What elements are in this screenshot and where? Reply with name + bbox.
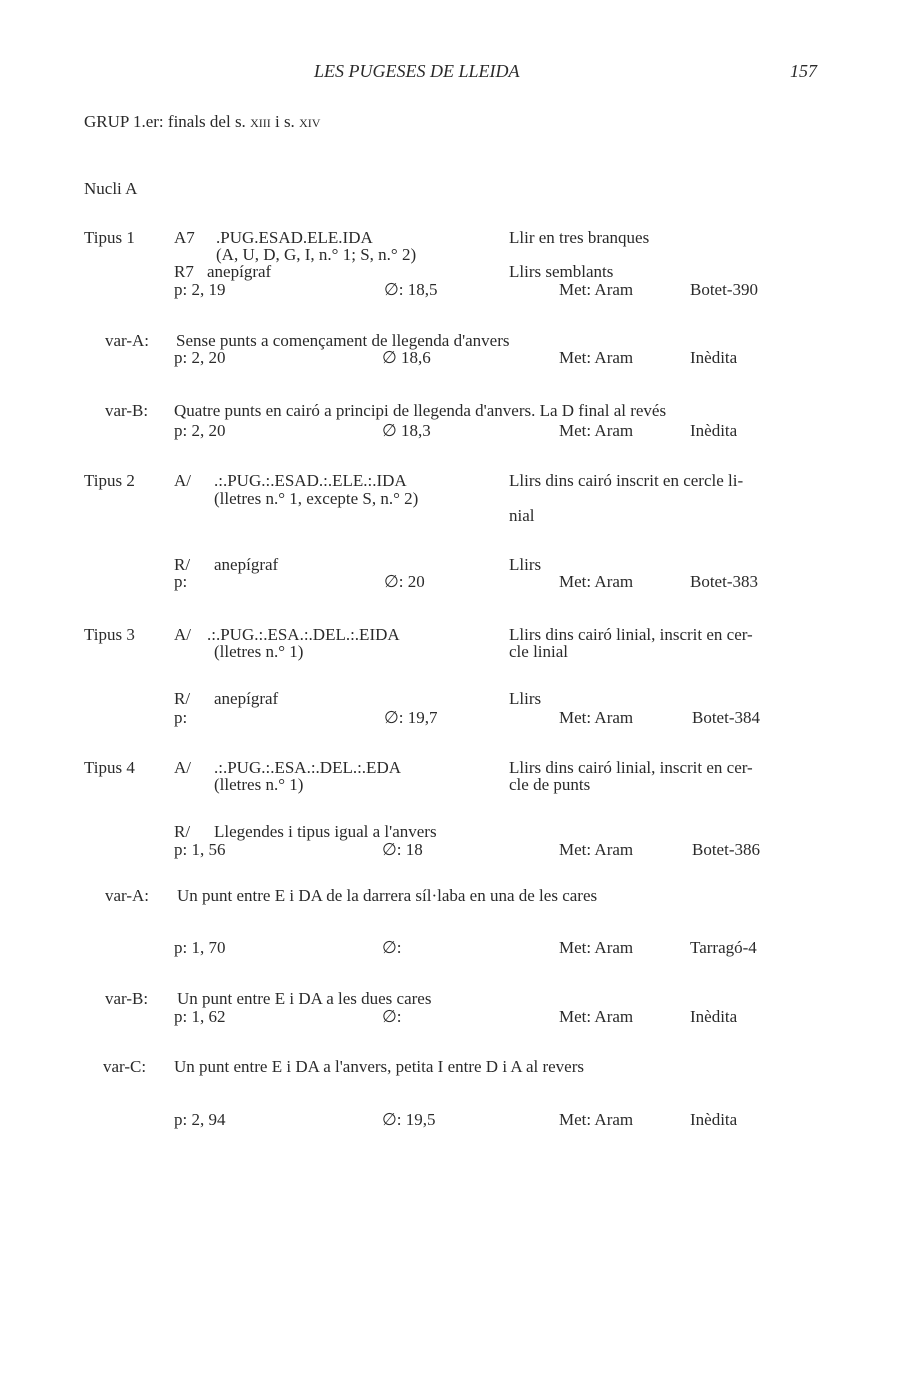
tipus4-obv-letters: (lletres n.° 1) (214, 775, 304, 794)
tipus1-varB-text: Quatre punts en cairó a principi de llegenda d'anvers. La D final al revés (174, 401, 667, 420)
tipus4-varB-met: Met: Aram (559, 1007, 634, 1026)
tipus3-rev-legend: anepígraf (214, 689, 279, 708)
tipus4-varB-ref: Inèdita (690, 1007, 738, 1026)
tipus2-obv-side: A/ (174, 471, 191, 490)
tipus3-obv-letters: (lletres n.° 1) (214, 642, 304, 661)
tipus4-diam: ∅: 18 (382, 840, 423, 859)
running-title: LES PUGESES DE LLEIDA (314, 61, 520, 81)
tipus4-varA-text: Un punt entre E i DA de la darrera síl·laba en una de les cares (177, 886, 598, 905)
tipus3-rev-side: R/ (174, 689, 191, 708)
tipus1-varA-ref: Inèdita (690, 348, 738, 367)
tipus4-rev-legend: Llegendes i tipus igual a l'anvers (214, 822, 437, 841)
tipus2-rev-desc: Llirs (509, 555, 542, 574)
tipus1-varB-ref: Inèdita (690, 421, 738, 440)
tipus1-obv-side: A7 (174, 228, 195, 247)
tipus4-varC-diam: ∅: 19,5 (382, 1110, 436, 1129)
group-text: finals del s. (167, 112, 246, 131)
tipus4-varB-p: p: 1, 62 (174, 1007, 226, 1026)
tipus1-varB-p: p: 2, 20 (174, 421, 226, 440)
tipus4-varC-label: var-C: (103, 1057, 147, 1076)
tipus3-obv-legend: .:.PUG.:.ESA.:.DEL.:.EIDA (207, 625, 400, 644)
tipus4-varC-met: Met: Aram (559, 1110, 634, 1129)
tipus2-ref: Botet-383 (690, 572, 758, 591)
tipus4-varB-diam: ∅: (382, 1007, 402, 1026)
tipus2-obv-desc-line2: nial (509, 506, 535, 525)
tipus4-varA-label: var-A: (105, 886, 150, 905)
tipus1-obv-letters: (A, U, D, G, I, n.° 1; S, n.° 2) (216, 245, 417, 264)
tipus4-varA-diam: ∅: (382, 938, 402, 957)
tipus4-rev-side: R/ (174, 822, 191, 841)
tipus1-rev-legend: anepígraf (207, 262, 272, 281)
tipus1-varB-met: Met: Aram (559, 421, 634, 440)
tipus2-p: p: (174, 572, 188, 591)
tipus3-rev-desc: Llirs (509, 689, 542, 708)
page-number: 157 (790, 61, 817, 81)
tipus3-obv-desc-line1: Llirs dins cairó linial, inscrit en cer- (509, 625, 753, 644)
tipus1-varA-diam: ∅ 18,6 (382, 348, 431, 367)
tipus1-varA-label: var-A: (105, 331, 150, 350)
group-heading (84, 113, 320, 130)
group-label: GRUP 1.er: (84, 112, 164, 131)
group-conj: i s. (274, 112, 295, 131)
tipus1-varA-text: Sense punts a començament de llegenda d'anvers (176, 331, 510, 350)
group-century-1: xiii (250, 112, 271, 131)
tipus1-met: Met: Aram (559, 280, 634, 299)
tipus2-diam: ∅: 20 (384, 572, 425, 591)
tipus4-varC-ref: Inèdita (690, 1110, 738, 1129)
tipus1-p: p: 2, 19 (174, 280, 226, 299)
tipus2-label: Tipus 2 (84, 471, 135, 490)
tipus4-varA-met: Met: Aram (559, 938, 634, 957)
tipus4-p: p: 1, 56 (174, 840, 226, 859)
tipus4-varB-label: var-B: (105, 989, 149, 1008)
tipus4-varA-ref: Tarragó-4 (690, 938, 757, 957)
tipus3-obv-side: A/ (174, 625, 191, 644)
tipus3-obv-desc-line2: cle linial (509, 642, 569, 661)
tipus4-met: Met: Aram (559, 840, 634, 859)
tipus3-p: p: (174, 708, 188, 727)
tipus4-varB-text: Un punt entre E i DA a les dues cares (177, 989, 432, 1008)
tipus3-diam: ∅: 19,7 (384, 708, 438, 727)
tipus1-obv-legend: .PUG.ESAD.ELE.IDA (216, 228, 373, 247)
tipus2-rev-side: R/ (174, 555, 191, 574)
tipus3-label: Tipus 3 (84, 625, 135, 644)
tipus1-obv-desc: Llir en tres branques (509, 228, 650, 247)
tipus4-obv-side: A/ (174, 758, 191, 777)
tipus1-rev-side: R7 (174, 262, 194, 281)
tipus2-obv-legend: .:.PUG.:.ESAD.:.ELE.:.IDA (214, 471, 407, 490)
tipus4-varC-p: p: 2, 94 (174, 1110, 226, 1129)
tipus2-obv-letters: (lletres n.° 1, excepte S, n.° 2) (214, 489, 419, 508)
tipus3-ref: Botet-384 (692, 708, 760, 727)
tipus1-diam: ∅: 18,5 (384, 280, 438, 299)
tipus3-met: Met: Aram (559, 708, 634, 727)
group-century-2: xiv (299, 112, 321, 131)
tipus2-met: Met: Aram (559, 572, 634, 591)
tipus4-varC-text: Un punt entre E i DA a l'anvers, petita I entre D i A al revers (174, 1057, 584, 1076)
tipus2-obv-desc-line1: Llirs dins cairó inscrit en cercle li- (509, 471, 744, 490)
tipus4-ref: Botet-386 (692, 840, 760, 859)
tipus1-varA-met: Met: Aram (559, 348, 634, 367)
tipus4-varA-p: p: 1, 70 (174, 938, 226, 957)
tipus4-label: Tipus 4 (84, 758, 135, 777)
tipus1-ref: Botet-390 (690, 280, 758, 299)
nucli-heading: Nucli A (84, 179, 138, 198)
tipus4-obv-desc-line1: Llirs dins cairó linial, inscrit en cer- (509, 758, 753, 777)
tipus1-rev-desc: Llirs semblants (509, 262, 614, 281)
tipus2-rev-legend: anepígraf (214, 555, 279, 574)
tipus1-label: Tipus 1 (84, 228, 135, 247)
tipus1-varA-p: p: 2, 20 (174, 348, 226, 367)
tipus4-obv-desc-line2: cle de punts (509, 775, 591, 794)
tipus4-obv-legend: .:.PUG.:.ESA.:.DEL.:.EDA (214, 758, 401, 777)
tipus1-varB-diam: ∅ 18,3 (382, 421, 431, 440)
tipus1-varB-label: var-B: (105, 401, 149, 420)
